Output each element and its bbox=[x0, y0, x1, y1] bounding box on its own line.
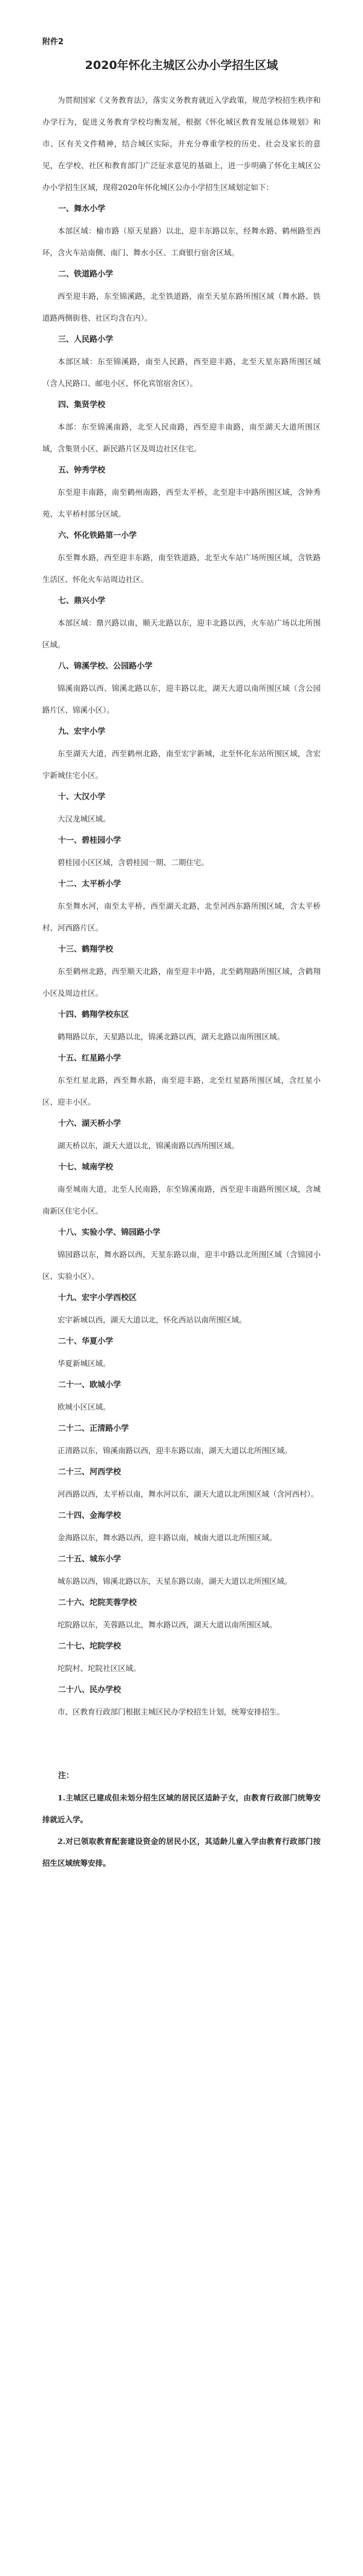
section-heading: 二十四、金海学校 bbox=[58, 1511, 122, 1520]
section-heading: 二十六、坨院芙蓉学校 bbox=[58, 1598, 137, 1607]
section-heading: 十八、实验小学、锦园路小学 bbox=[58, 1228, 161, 1237]
section-item bbox=[42, 1222, 321, 1287]
notes-items bbox=[42, 1787, 321, 1874]
section-item bbox=[42, 1679, 321, 1723]
section-heading: 五、钟秀学校 bbox=[58, 466, 106, 475]
section-text: 城东路以西，锦溪北路以东，天星东路以南，湖天大道以北所围区域。 bbox=[57, 1577, 292, 1586]
note-item: 1.主城区已建成但未划分招生区域的居民区适龄子女，由教育行政部门统筹安排就近入学。 bbox=[42, 1793, 321, 1824]
section-item bbox=[42, 1549, 321, 1592]
section-text: 本部：东至锦溪南路，北至人民南路，西至迎丰南路，南至湖天大道所围区域，含集贤小区、新民路片区及周边社区住宅。 bbox=[42, 422, 321, 453]
section-item bbox=[42, 1157, 321, 1222]
section-text: 正清路以东，锦溪南路以西，迎丰东路以南，湖天大道以北所围区域。 bbox=[57, 1446, 292, 1455]
section-heading: 十五、红星路小学 bbox=[58, 1054, 122, 1063]
section-text: 本部区域：东至锦溪路，南至人民路，西至迎丰路，北至天星东路所围区域（含人民路口、邮电小区、怀化宾馆宿舍区）。 bbox=[42, 357, 321, 388]
section-text: 东至舞水河，南至太平桥，西至湖天北路，北至河西东路所围区域，含太平桥村、河西路片区。 bbox=[42, 901, 321, 932]
section-item bbox=[42, 1113, 321, 1157]
section-heading: 十九、宏宇小学西校区 bbox=[58, 1293, 137, 1303]
section-heading: 十、大汉小学 bbox=[58, 793, 106, 802]
section-item bbox=[42, 460, 321, 525]
section-item bbox=[42, 1004, 321, 1048]
section-text: 碧桂园小区区域，含碧桂园一期、二期住宅。 bbox=[57, 858, 209, 867]
section-heading: 九、宏宇小学 bbox=[58, 727, 106, 736]
section-heading: 二十五、城东小学 bbox=[58, 1555, 122, 1564]
section-text: 湖天桥以东，湖天大道以北，锦溪南路以西所围区域。 bbox=[57, 1141, 240, 1150]
section-item bbox=[42, 786, 321, 830]
section-heading: 二十一、欧城小学 bbox=[58, 1381, 122, 1390]
section-text: 南至城南大道，北至人民南路，东至锦溪南路，西至迎丰南路所围区域，含城南新区住宅小区。 bbox=[42, 1185, 321, 1215]
section-heading: 二、铁道路小学 bbox=[58, 270, 114, 279]
section-heading: 二十二、正清路小学 bbox=[58, 1424, 129, 1433]
section-text: 河西路以西，太平桥以南，舞水河以东，湖天大道以北所围区域（含河西村）。 bbox=[57, 1489, 319, 1499]
document-title: 2020年怀化主城区公办小学招生区域 bbox=[85, 59, 278, 72]
section-text: 华夏新城区域。 bbox=[57, 1359, 111, 1368]
section-text: 东至舞水路，西至迎丰东路，南至铁道路，北至火车站广场所围区域，含铁路生活区、怀化火车站周边社区。 bbox=[42, 553, 321, 584]
section-heading: 六、怀化铁路第一小学 bbox=[58, 531, 137, 540]
section-item bbox=[42, 1331, 321, 1375]
section-item bbox=[42, 394, 321, 460]
notes-label: 注： bbox=[58, 1771, 74, 1780]
section-heading: 十一、碧桂园小学 bbox=[58, 836, 122, 845]
section-text: 西至迎丰路，东至锦溪路，北至铁道路，南至天星东路所围区域（舞水路、铁道路两侧街巷、社区均含在内）。 bbox=[42, 292, 321, 322]
sections-list bbox=[42, 198, 321, 1723]
section-text: 本部区域：鼎兴路以南，顺天北路以东，迎丰北路以西，火车站广场以北所围区域。 bbox=[42, 618, 321, 649]
section-text: 欧城小区区域。 bbox=[57, 1402, 111, 1411]
section-text: 宏宇新城以西，湖天大道以北，怀化西站以南所围区域。 bbox=[57, 1315, 247, 1324]
section-item bbox=[42, 1505, 321, 1549]
section-item bbox=[42, 264, 321, 329]
section-heading: 四、集贤学校 bbox=[58, 400, 106, 410]
section-text: 金海路以东，舞水路以西，迎丰路以南，城南大道以北所围区域。 bbox=[57, 1533, 277, 1542]
section-text: 坨院路以东，芙蓉路以北，舞水路以西，湖天大道以南所围区域。 bbox=[57, 1620, 277, 1629]
section-item bbox=[42, 830, 321, 874]
section-item bbox=[42, 1287, 321, 1331]
section-text: 锦溪南路以西、锦溪北路以东，迎丰路以北，湖天大道以南所围区域（含公园路片区、锦溪小区）。 bbox=[42, 684, 321, 714]
section-item bbox=[42, 1636, 321, 1679]
section-item bbox=[42, 939, 321, 1004]
section-item bbox=[42, 874, 321, 939]
section-item bbox=[42, 1462, 321, 1505]
section-item bbox=[42, 590, 321, 656]
section-heading: 十六、湖天桥小学 bbox=[58, 1119, 122, 1128]
section-heading: 十七、城南学校 bbox=[58, 1163, 114, 1172]
section-item bbox=[42, 721, 321, 786]
section-heading: 八、锦溪学校、公园路小学 bbox=[58, 662, 153, 671]
note-item: 2.对已领取教育配套建设资金的居民小区，其适龄儿童入学由教育行政部门按招生区域统筹安排。 bbox=[42, 1837, 321, 1868]
section-heading: 二十七、坨院学校 bbox=[58, 1642, 122, 1651]
section-item bbox=[42, 198, 321, 264]
section-heading: 一、舞水小学 bbox=[58, 204, 106, 214]
section-heading: 七、鼎兴小学 bbox=[58, 597, 106, 606]
intro-paragraph: 为贯彻国家《义务教育法》，落实义务教育就近入学政策，规范学校招生秩序和办学行为，促进义务教育学校均衡发展，根据《怀化城区教育发展总体规划》和市、区有关文件精神，结合城区实际，并充分尊重学校的历史、社会及家长的意见，在学校、社区和教育部门广泛征求意见的基础上，进一步明确了怀化主城区公办小学招生区域，现将2020年怀化城区公办小学招生区域划定如下： bbox=[42, 96, 321, 192]
section-text: 东至红星北路，西至舞水路，南至迎丰路，北至红星路所围区域，含红星小区、迎丰小区。 bbox=[42, 1076, 321, 1107]
section-text: 鹤翔路以东，天星路以北，锦溪北路以西，湖天北路以南所围区域。 bbox=[57, 1032, 285, 1041]
section-item bbox=[42, 525, 321, 590]
section-heading: 三、人民路小学 bbox=[58, 335, 114, 344]
section-heading: 二十、华夏小学 bbox=[58, 1337, 114, 1346]
section-item bbox=[42, 1418, 321, 1462]
notes-block bbox=[42, 1765, 321, 1874]
section-item bbox=[42, 656, 321, 721]
section-text: 坨院村、坨院社区区域。 bbox=[57, 1664, 141, 1673]
section-heading: 十四、鹤翔学校东区 bbox=[58, 1010, 129, 1019]
section-heading: 二十三、河西学校 bbox=[58, 1468, 122, 1477]
section-heading: 十二、太平桥小学 bbox=[58, 880, 122, 889]
section-text: 东至迎丰南路，南至鹤州南路，西至太平桥，北至迎丰中路所围区域，含钟秀苑、太平桥村部分区域。 bbox=[42, 488, 321, 518]
section-text: 东至鹤州北路，西至顺天北路，南至迎丰中路，北至鹤翔路所围区域，含鹤翔小区及周边社区。 bbox=[42, 967, 321, 998]
annex-label: 附件2 bbox=[42, 38, 64, 47]
section-item bbox=[42, 1375, 321, 1418]
section-item bbox=[42, 329, 321, 394]
section-text: 锦园路以东，舞水路以西，天星东路以南，迎丰中路以北所围区域（含锦园小区、实验小区）。 bbox=[42, 1250, 321, 1281]
section-item bbox=[42, 1048, 321, 1113]
section-item bbox=[42, 1592, 321, 1636]
section-heading: 二十八、民办学校 bbox=[58, 1685, 122, 1695]
section-heading: 十三、鹤翔学校 bbox=[58, 945, 114, 954]
section-text: 东至湖天大道，西至鹤州北路，南至宏宇新城，北至怀化东站所围区域，含宏宇新城住宅小区。 bbox=[42, 749, 321, 780]
section-text: 大汉龙城区域。 bbox=[57, 814, 111, 823]
section-text: 市、区教育行政部门根据主城区民办学校招生计划，统筹安排招生。 bbox=[57, 1707, 285, 1716]
section-text: 本部区域：榆市路（原天星路）以北，迎丰东路以东，经舞水路、鹤州路至西环，含火车站南侧、南门、舞水小区、工商银行宿舍区域。 bbox=[42, 226, 321, 257]
